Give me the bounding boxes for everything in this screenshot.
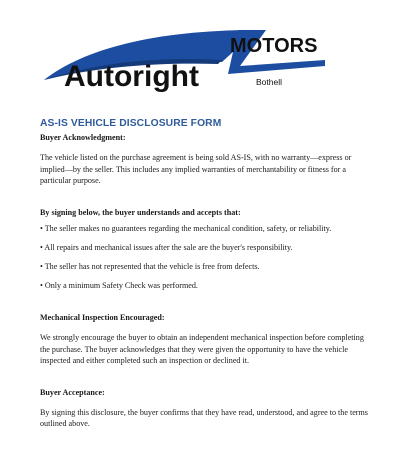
buyer-acceptance-text: By signing this disclosure, the buyer confirms that they have read, understood, and agree to the terms outlined above. [40,407,368,429]
logo-wordmark: Autoright [64,60,199,93]
disclosure-document [40,118,370,430]
inspection-text: We strongly encourage the buyer to obtain an independent mechanical inspection before completing the purchase. The buyer acknowledges that they were given the opportunity to have the vehicle inspected and either completed such an inspection or declined it. [40,332,364,366]
list-item: • The seller has not represented that the vehicle is free from defects. [40,262,260,272]
list-item: • All repairs and mechanical issues after the sale are the buyer's responsibility. [40,242,293,252]
list-item: • Only a minimum Safety Check was performed. [40,281,198,291]
document-title: AS-IS VEHICLE DISCLOSURE FORM [40,118,222,129]
autoright-motors-logo [42,22,342,94]
acceptance-list-heading: By signing below, the buyer understands and accepts that: [40,207,241,217]
buyer-acceptance-heading: Buyer Acceptance: [40,387,105,397]
logo-motors: MOTORS [230,35,318,57]
buyer-acknowledgment-text: The vehicle listed on the purchase agreement is being sold AS-IS, with no warranty—express or implied—by the seller. This includes any implied warranties of merchantability or fitness for a particular purpose. [40,153,352,186]
logo-location: Bothell [256,77,282,87]
inspection-heading: Mechanical Inspection Encouraged: [40,312,165,322]
acceptance-list [40,223,370,292]
buyer-acknowledgment-heading: Buyer Acknowledgment: [40,133,126,142]
list-item: • The seller makes no guarantees regarding the mechanical condition, safety, or reliability. [40,223,332,233]
